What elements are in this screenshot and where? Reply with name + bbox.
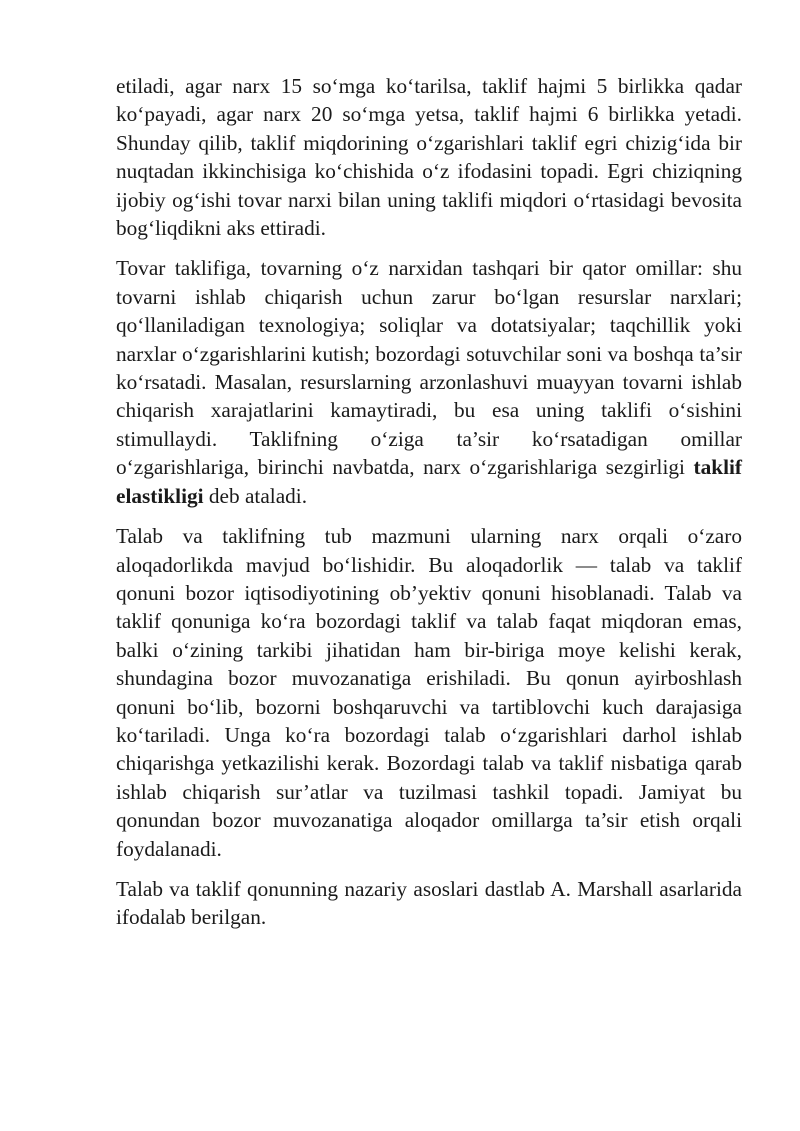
paragraph-1: etiladi, agar narx 15 so‘mga ko‘tarilsa, taklif hajmi 5 birlikka qadar ko‘payadi, agar narx 20 so‘mga yetsa, taklif hajmi 6 birlikka yetadi. Shunday qilib, taklif miqdorining o‘zgarishlari taklif egri chizig‘ida bir nuqtadan ikkinchisiga ko‘chishida o‘z ifodasini topadi. Egri chiziqning ijobiy og‘ishi tovar narxi bilan uning taklifi miqdori o‘rtasidagi bevosita bog‘liqdikni aks ettiradi. bbox=[116, 74, 742, 241]
document-page bbox=[116, 72, 742, 944]
paragraph-2-tail: deb ataladi. bbox=[203, 483, 308, 508]
paragraph-2 bbox=[116, 254, 742, 510]
paragraph-3: Talab va taklifning tub mazmuni ularning narx orqali o‘zaro aloqadorlikda mavjud bo‘lishidir. Bu aloqadorlik — talab va taklif qonuni bozor iqtisodiyotining ob’yektiv qonuni hisoblanadi. Talab va taklif qonuniga ko‘ra bozordagi taklif va talab faqat miqdoran emas, balki o‘zining tarkibi jihatidan ham bir-biriga moye kelishi kerak, shundagina bozor muvozanatiga erishiladi. Bu qonun ayirboshlash qonuni bo‘lib, bozorni boshqaruvchi va tartiblovchi kuch darajasiga ko‘tariladi. Unga ko‘ra bozordagi talab o‘zgarishlari darhol ishlab chiqarishga yetkazilishi kerak. Bozordagi talab va taklif nisbatiga qarab ishlab chiqarish sur’atlar va tuzilmasi tashkil topadi. Jamiyat bu qonundan bozor muvozanatiga aloqador omillarga ta’sir etish orqali foydalanadi. bbox=[116, 524, 742, 861]
paragraph-2-text: Tovar taklifiga, tovarning o‘z narxidan tashqari bir qator omillar: shu tovarni ishlab chiqarish uchun zarur bo‘lgan resurslar narxlari; qo‘llaniladigan texnologiya; soliqlar va dotatsiyalar; taqchillik yoki narxlar o‘zgarishlarini kutish; bozordagi sotuvchilar soni va boshqa ta’sir ko‘rsatadi. Masalan, resurslarning arzonlashuvi muayyan tovarni ishlab chiqarish xarajatlarini kamaytiradi, bu esa uning taklifi o‘sishini stimullaydi. Taklifning o‘ziga ta’sir ko‘rsatadigan omillar o‘zgarishlariga, birinchi navbatda, narx o‘zgarishlariga sezgirligi bbox=[116, 256, 742, 480]
term-taklif-elastikligi: taklif elastikligi bbox=[116, 455, 742, 508]
paragraph-4: Talab va taklif qonunning nazariy asoslari dastlab A. Marshall asarlarida ifodalab berilgan. bbox=[116, 876, 742, 930]
